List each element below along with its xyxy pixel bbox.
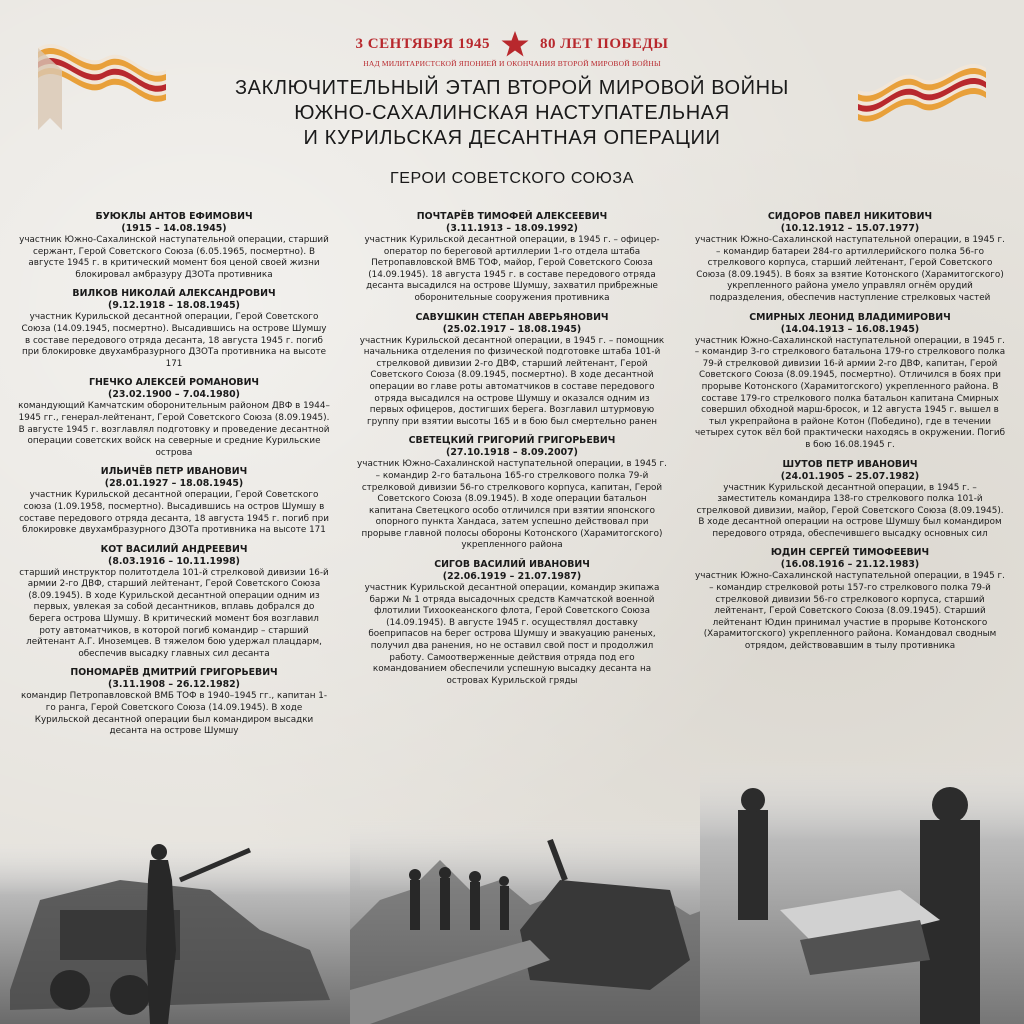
red-star-icon [500,30,530,58]
title-line-1: ЗАКЛЮЧИТЕЛЬНЫЙ ЭТАП ВТОРОЙ МИРОВОЙ ВОЙНЫ [235,77,789,99]
hero-dates: (23.02.1900 – 7.04.1980) [108,389,240,401]
hero-name: ГНЕЧКО АЛЕКСЕЙ РОМАНОВИЧ [88,377,259,389]
hero-dates: (3.11.1913 – 18.09.1992) [446,223,578,234]
hero-name: СИГОВ ВАСИЛИЙ ИВАНОВИЧ [434,559,590,571]
header-anniversary: 80 ЛЕТ ПОБЕДЫ [539,35,669,52]
page-title [0,76,1024,151]
title-line-2: ЮЖНО-САХАЛИНСКАЯ НАСТУПАТЕЛЬНАЯ [294,102,730,124]
hero-name: ШУТОВ ПЕТР ИВАНОВИЧ [782,458,918,470]
hero-name: ЮДИН СЕРГЕЙ ТИМОФЕЕВИЧ [770,547,930,559]
hero-name: СИДОРОВ ПАВЕЛ НИКИТОВИЧ [767,211,933,222]
header-date: 3 СЕНТЯБРЯ 1945 [355,35,490,52]
hero-entry [18,667,330,737]
heroes-column-1 [18,211,330,745]
hero-dates: (28.01.1927 – 18.08.1945) [104,478,244,490]
hero-entry [18,211,330,281]
hero-name: ВИЛКОВ НИКОЛАЙ АЛЕКСАНДРОВИЧ [72,288,276,300]
hero-entry [18,377,330,459]
hero-bio: участник Южно-Сахалинской наступательной операции, в 1945 г. – командир 2-го батальона 165-го стрелкового полка 79-й стрелковой дивизии 56-го стрелкового корпуса, капитан, Герой Советского Союза (8.09.1945). В ходе операции батальон капитана Светецкого особо отличился при взятии японского опорного пункта Хандаса, затем успешно действовал при прорыве главной полосы обороны Котонского (Харамитогского) укрепленного района [357,459,667,551]
hero-entry [356,312,668,429]
hero-entry [18,544,330,661]
hero-dates: (14.04.1913 – 16.08.1945) [780,323,920,335]
hero-dates: (1915 – 14.08.1945) [121,223,227,234]
header-banner [0,30,1024,68]
hero-dates: (10.12.1912 – 15.07.1977) [780,223,920,234]
hero-bio: участник Южно-Сахалинской наступательной операции, старший сержант, Герой Советского Союза (6.05.1965, посмертно). В августе 1945 г. в критический момент боя ценой своей жизни блокировал амбразуру ДЗОТа противника [19,235,329,280]
war-photo-advancing-troops [350,820,730,1024]
war-photo-tank-soldier [0,840,360,1024]
hero-entry [694,312,1006,452]
hero-dates: (3.11.1908 – 26.12.1982) [108,679,240,691]
header-subline: НАД МИЛИТАРИСТСКОЙ ЯПОНИЕЙ И ОКОНЧАНИЯ ВТОРОЙ МИРОВОЙ ВОЙНЫ [363,59,661,68]
hero-name: БУЮКЛЫ АНТОВ ЕФИМОВИЧ [95,211,253,222]
hero-bio: участник Курильской десантной операции, командир экипажа баржи № 1 отряда высадочных средств Камчатской военной флотилии Тихоокеанского флота, Герой Советского Союза (14.09.1945). В августе 1945 г. осуществлял доставку боеприпасов на берег острова Шумшу и эвакуацию раненых, получил два ранения, но не оставил свой пост и продолжил работу. Самоотверженные действия отряда под его командованием обеспечили успешную высадку десанта на островах Курильской гряды [364,583,660,686]
hero-dates: (8.03.1916 – 10.11.1998) [108,555,240,567]
hero-entry [356,211,668,305]
hero-entry [356,435,668,552]
hero-name: ПОНОМАРЁВ ДМИТРИЙ ГРИГОРЬЕВИЧ [70,667,278,679]
hero-dates: (25.02.1917 – 18.08.1945) [442,323,582,335]
hero-bio: старший инструктор политотдела 101-й стрелковой дивизии 16-й армии 2-го ДВФ, старший лейтенант, Герой Советского Союза (8.09.1945). В ходе Курильской десантной операции одним из первых, увлекая за собой десантников, вплавь добрался до берега острова Шумшу. В критический момент боя возглавил роту автоматчиков, в которой погиб командир – старший лейтенант А.Г. Иноземцев. В тяжелом бою удержал плацдарм, обеспечив высадку главных сил десанта [19,567,329,659]
hero-entry [356,559,668,687]
hero-bio: участник Курильской десантной операции, в 1945 г. – помощник начальника отделения по физической подготовке штаба 101-й стрелковой дивизии 2-го ДВФ, старший лейтенант, Герой Советского Союза (8.09.1945, посмертно). В ходе десантной операции во главе роты автоматчиков в составе передового отряда высадился на острове Шумшу и оказался одним из первых офицеров, достигших берега. Возглавил штурмовую группу при взятии высоты 165 и в бою был смертельно ранен [359,335,665,427]
heroes-column-2 [356,211,668,694]
hero-name: ПОЧТАРЁВ ТИМОФЕЙ АЛЕКСЕЕВИЧ [416,211,608,222]
hero-entry [18,466,330,536]
hero-entry [694,211,1006,305]
hero-bio: участник Южно-Сахалинской наступательной операции, в 1945 г. – командир стрелковой роты 157-го стрелкового полка 79-й стрелковой дивизии 56-го стрелкового корпуса, старший лейтенант, Герой Советского Союза (8.09.1945). Старший лейтенант Юдин принимал участие в прорыве Котонского (Харамитогского) укрепленного района. Командовал сводным отрядом, действовавшим в тылу противника [695,571,1005,652]
hero-dates: (9.12.1918 – 18.08.1945) [108,300,240,312]
hero-name: СМИРНЫХ ЛЕОНИД ВЛАДИМИРОВИЧ [749,311,951,323]
hero-name: СВЕТЕЦКИЙ ГРИГОРИЙ ГРИГОРЬЕВИЧ [408,435,616,447]
war-photo-soldiers-wounded [700,760,1024,1024]
hero-entry [694,547,1006,652]
title-line-3: И КУРИЛЬСКАЯ ДЕСАНТНАЯ ОПЕРАЦИИ [303,127,721,149]
hero-name: КОТ ВАСИЛИЙ АНДРЕЕВИЧ [100,543,248,555]
hero-name: ИЛЬИЧЁВ ПЕТР ИВАНОВИЧ [100,466,248,478]
hero-bio: участник Курильской десантной операции, в 1945 г. – офицер-оператор по береговой артиллерии 1-го отдела штаба Петропавловской ВМБ ТОФ, майор, Герой Советского Союза (14.09.1945). 18 августа 1945 г. в составе передового отряда десанта высадился на острове Шумшу, захватил прибрежные оборонительные сооружения противника [364,235,660,303]
heroes-column-3 [694,211,1006,660]
hero-bio: участник Южно-Сахалинской наступательной операции, в 1945 г. – командир 3-го стрелкового батальона 179-го стрелкового полка 79-й стрелковой дивизии 16-й армии 2-го ДВФ, капитан, Герой Советского Союза (8.09.1945, посмертно). Отличился в боях при прорыве Котонского (Харамитогского) укрепленного района. В составе 179-го стрелкового полка батальон капитана Смирных совершил обходной марш-бросок, и 12 августа 1945 г. вышел в тыл укрепрайона в районе Котон (Победино), где в течении четырех суток вёл бой практически находясь в окружении. Погиб в бою 16.08.1945 г. [694,335,1006,450]
hero-name: САВУШКИН СТЕПАН АВЕРЬЯНОВИЧ [415,311,609,323]
hero-bio: участник Курильской десантной операции, Герой Советского союза (1.09.1958, посмертно). Высадившись на остров Шумшу в составе передового отряда десанта, 18 августа 1945 г. погиб при блокировке двухамбразурного ДЗОТа противника на высоте 171 [19,490,329,536]
hero-dates: (27.10.1918 – 8.09.2007) [446,447,578,459]
page-subtitle: ГЕРОИ СОВЕТСКОГО СОЮЗА [390,170,634,187]
hero-bio: участник Курильской десантной операции, в 1945 г. – заместитель командира 138-го стрелкового полка 101-й стрелковой дивизии, майор, Герой Советского Союза (8.09.1945). В ходе десантной операции на острове Шумшу был командиром передового отряда, обеспечившего высадку основных сил [696,482,1004,539]
hero-bio: участник Южно-Сахалинской наступательной операции, в 1945 г. – командир батареи 284-го артиллерийского полка 56-го стрелкового корпуса, старший лейтенант, Герой Советского Союза (8.09.1945). В боях за взятие Котонского (Харамитогского) укрепленного района умело управлял огнём орудий подразделения, обеспечив наступление стрелковых частей [695,235,1005,303]
hero-bio: командир Петропавловской ВМБ ТОФ в 1940–1945 гг., капитан 1-го ранга, Герой Советского Союза (14.09.1945). В ходе Курильской десантной операции был командиром высадки десанта на острове Шумшу [20,691,328,737]
hero-dates: (24.01.1905 – 25.07.1982) [780,470,920,482]
hero-bio: командующий Камчатским оборонительным районом ДВФ в 1944–1945 гг., генерал-лейтенант, Герой Советского Союза (8.09.1945). В августе 1945 г. возглавлял подготовку и проведение десантной операции советских войск на северные и средние Курильские острова [18,401,330,458]
hero-dates: (22.06.1919 – 21.07.1987) [442,571,582,583]
hero-dates: (16.08.1916 – 21.12.1983) [780,559,920,571]
hero-bio: участник Курильской десантной операции, Герой Советского Союза (14.09.1945, посмертно). Высадившись на острове Шумшу в составе передового отряда десанта, 18 августа 1945 г. погиб при блокировке двухамбразурного ДЗОТа противника на высоте 171 [21,312,327,369]
hero-entry [18,288,330,370]
hero-entry [694,459,1006,541]
